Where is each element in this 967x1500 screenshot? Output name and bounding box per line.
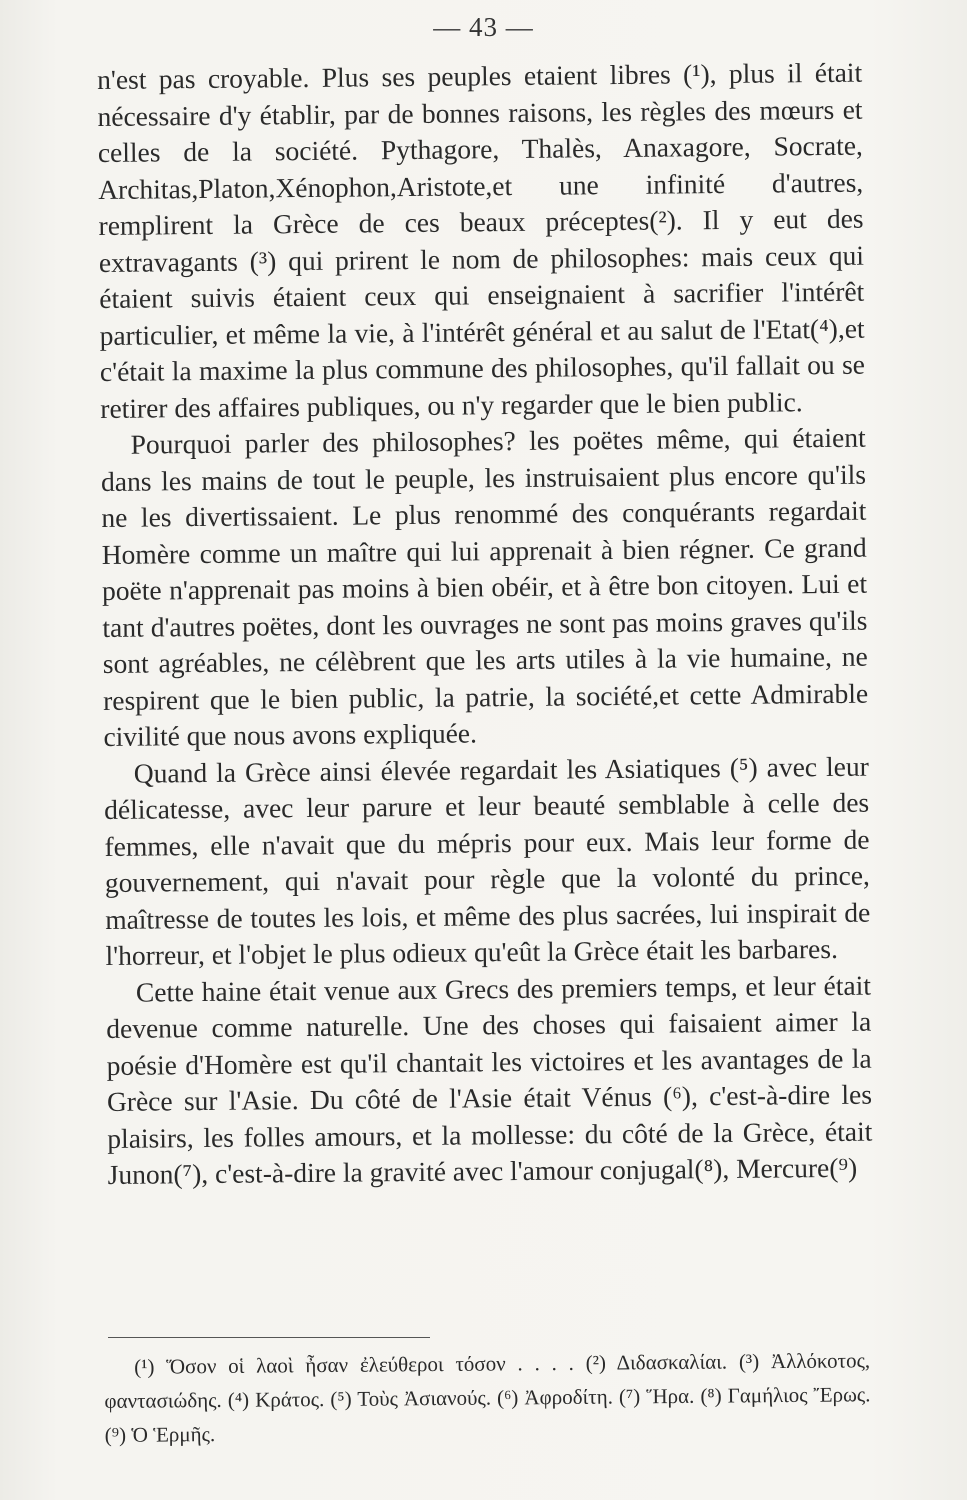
body-text — [97, 55, 873, 1194]
page-number: — 43 — — [433, 12, 534, 42]
paragraph: Quand la Grèce ainsi élevée regardait les Asiatiques (⁵) avec leur délicatesse, avec leur parure et leur beauté semblable à celle des femmes, elle n'avait que du mépris pour eux. Mais leur forme de gouvernement, qui n'avait pour règle que la volonté du prince, maîtresse de toutes les lois, et même des plus sacrées, lui inspirait de l'horreur, et l'objet le plus odieux qu'eût la Grèce était les barbares. — [104, 750, 871, 971]
footnote-text: (¹) Ὅσον οἱ λαοὶ ἦσαν ἐλεύθεροι τόσον . . . . (²) Διδασκαλίαι. (³) Ἀλλόκοτος, φαντασιώδης. (⁴) Κράτος. (⁵) Τοὺς Ἀσιανούς. (⁶) Ἀφροδίτη. (⁷) Ἥρα. (⁸) Γαμήλιος Ἔρως. (⁹) Ὁ Ἑρμῆς. — [104, 1348, 871, 1447]
footnote-separator — [108, 1337, 430, 1338]
paragraph: n'est pas croyable. Plus ses peuples etaient libres (¹), plus il était nécessaire d'y établir, par de bonnes raisons, les règles des mœurs et celles de la société. Pythagore, Thalès, Anaxagore, Socrate, Architas,Platon,Xénophon,Aristote,et une infinité d'autres, remplirent la Grèce de ces beaux préceptes(²). Il y eut des extravagants (³) qui prirent le nom de philosophes: mais ceux qui étaient suivis étaient ceux qui enseignaient à sacrifier l'intérêt particulier, et même la vie, à l'intérêt général et au salut de l'Etat(⁴),et c'était la maxime la plus commune des philosophes, qu'il fallait ou se retirer des affaires publiques, ou n'y regarder que le bien public. — [97, 56, 866, 424]
paragraph: Pourquoi parler des philosophes? les poëtes même, qui étaient dans les mains de tout le peuple, les instruisaient plus encore qu'ils ne les divertissaient. Le plus renommé des conquérants regardait Homère comme un maître qui lui apprenait à bien régner. Ce grand poëte n'apprenait pas moins à bien obéir, et à être bon citoyen. Lui et tant d'autres poëtes, dont les ouvrages ne sont pas moins graves qu'ils sont agréables, ne célèbrent que les arts utiles à la vie humaine, ne respirent que le bien public, la patrie, la société,et cette Admirable civilité que nous avons expliquée. — [100, 421, 869, 752]
paragraph: Cette haine était venue aux Grecs des premiers temps, et leur était devenue comme naturelle. Une des choses qui faisaient aimer la poésie d'Homère est qu'il chantait les victoires et les avantages de la Grèce sur l'Asie. Du côté de l'Asie était Vénus (⁶), c'est-à-dire les plaisirs, les folles amours, et la mollesse: du côté de la Grèce, était Junon(⁷), c'est-à-dire la gravité avec l'amour conjugal(⁸), Mercure(⁹) — [106, 969, 873, 1190]
footnotes — [104, 1343, 871, 1452]
